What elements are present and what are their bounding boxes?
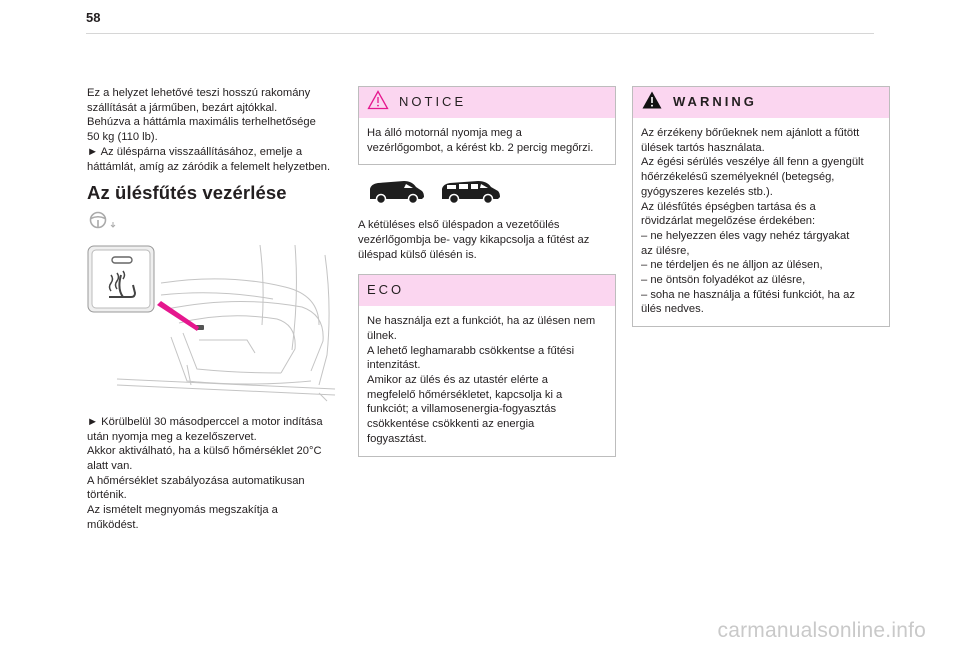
van-windows-icon [438,177,502,210]
text-line: gyógyszeres kezelés stb.). [641,185,773,198]
text-line: után nyomja meg a kezelőszervet. [87,430,257,443]
text-line: 50 kg (110 lb). [87,131,158,144]
caution-triangle-icon [367,90,389,115]
text-line: – ne térdeljen és ne álljon az ülésen, [641,259,823,272]
text-line: – ne öntsön folyadékot az ülésre, [641,274,806,287]
text-line: ► Az üléspárna visszaállításához, emelje a [87,145,303,158]
text-line: – ne helyezzen éles vagy nehéz tárgyakat [641,229,850,242]
text-line: – soha ne használja a fűtési funkciót, ha az [641,288,855,301]
steering-wheel-icon [87,209,119,231]
warning-triangle-icon [641,90,663,115]
text-line: A lehető leghamarabb csökkentse a fűtési [367,344,575,357]
text-line: Az ülésfűtés épségben tartása és a [641,200,816,213]
text-line: funkciót; a villamosenergia-fogyasztás [367,403,557,416]
text-line: vezérlőgombot, a kérést kb. 2 percig megőrzi. [367,141,594,154]
text-line: ülések tartós használata. [641,141,765,154]
text-line: Akkor aktiválható, ha a külső hőmérséklet 20°C [87,445,322,458]
text-line: rövidzárlat megelőzése érdekében: [641,215,816,228]
text-line: történik. [87,489,127,502]
warning-header [633,87,889,118]
column-right [632,86,890,339]
vehicle-variants [366,177,616,210]
seat-heating-illustration [87,245,340,407]
text-line: háttámlát, amíg az záródik a felemelt helyzetben. [87,160,331,173]
eco-title: ECO [367,282,405,298]
text-line: csökkentése csökkenti az energia [367,418,535,431]
text-line: Amikor az ülés és az utastér elérte a [367,374,548,387]
text-line: szállítását a járműben, bezárt ajtókkal. [87,101,278,114]
text-line: megfelelő hőmérsékletet, kapcsolja ki a [367,388,563,401]
text-line: Ha álló motornál nyomja meg a [367,127,522,139]
column-left [87,86,342,533]
section-title: Az ülésfűtés vezérlése [87,182,287,204]
notice-box [358,86,616,165]
column-middle [358,86,616,469]
text-line: Behúzva a háttámla maximális terhelhetősége [87,116,316,129]
text-line: ülés nedves. [641,303,704,316]
warning-box [632,86,890,327]
header-rule [86,33,874,34]
text-line: Az égési sérülés veszélye áll fenn a gyengült [641,156,864,169]
bench-paragraph [358,218,616,262]
text-line: Az érzékeny bőrűeknek nem ajánlott a fűtött [641,127,860,139]
text-line: az ülésre, [641,244,690,257]
text-line: ülnek. [367,329,397,342]
text-line: üléspad külső ülésén is. [358,248,477,261]
warning-body [633,118,889,326]
text-line: fogyasztást. [367,432,427,445]
eco-header [359,275,615,306]
text-line: Ez a helyzet lehetővé teszi hosszú rakomány [87,87,311,99]
text-line: Ne használja ezt a funkciót, ha az ülésen nem [367,315,596,328]
text-line: ► Körülbelül 30 másodperccel a motor indítása [87,415,323,428]
notice-title: NOTICE [399,94,467,110]
page-number: 58 [86,10,101,25]
notice-header [359,87,615,118]
eco-body [359,306,615,455]
text-line: vezérlőgombja be- vagy kikapcsolja a fűtést az [358,233,590,246]
text-line: A kétüléses első üléspadon a vezetőülés [358,219,560,232]
notice-body [359,118,615,164]
site-watermark: carmanualsonline.info [717,619,926,642]
text-line: Az ismételt megnyomás megszakítja a [87,504,278,517]
text-line: intenzitást. [367,359,421,372]
text-line: alatt van. [87,460,133,473]
text-line: A hőmérséklet szabályozása automatikusan [87,474,305,487]
intro-paragraph [87,86,342,174]
text-line: hőérzékelésű személyeknél (betegség, [641,171,835,184]
eco-box [358,274,616,456]
van-icon [366,177,426,210]
text-line: működést. [87,518,139,531]
warning-title: WARNING [673,94,757,110]
instruction-paragraph [87,415,342,533]
